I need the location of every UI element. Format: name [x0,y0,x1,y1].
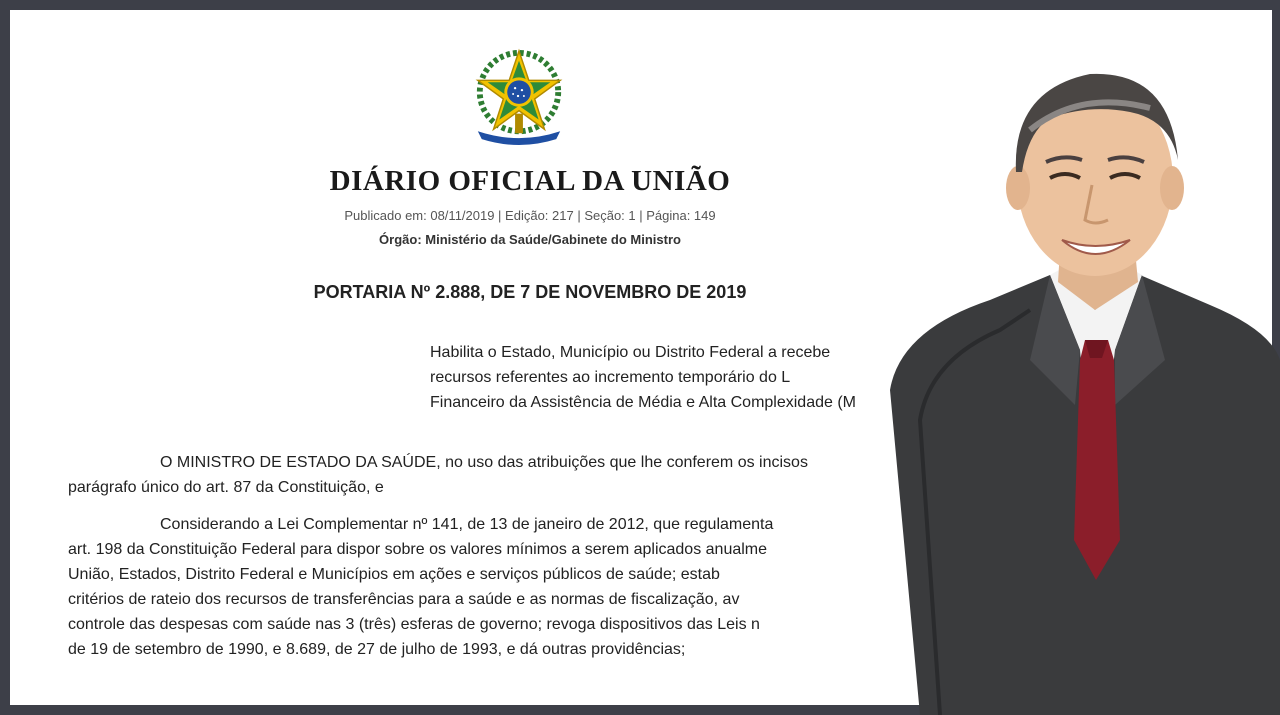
ementa-line: Financeiro da Assistência de Média e Alta Complexidade (M [430,394,856,411]
document-title: DIÁRIO OFICIAL DA UNIÃO [329,165,731,197]
paragraph-line: parágrafo único do art. 87 da Constituição, e [68,479,384,496]
ementa-line: Habilita o Estado, Município ou Distrito Federal a recebe [430,344,831,361]
paragraph-minister [68,450,968,500]
paragraph-line: Considerando a Lei Complementar nº 141, de 13 de janeiro de 2012, que regulamenta [160,516,774,533]
ementa-line: recursos referentes ao incremento temporário do L [430,369,791,386]
paragraph-line: de 19 de setembro de 1990, e 8.689, de 27 de julho de 1993, e dá outras providências; [68,641,686,658]
paragraph-line: art. 198 da Constituição Federal para dispor sobre os valores mínimos a serem aplicados anualme [68,541,768,558]
paragraph-line: O MINISTRO DE ESTADO DA SAÚDE, no uso das atribuições que lhe conferem os incisos [160,454,808,471]
paragraph-line: critérios de rateio dos recursos de transferências para a saúde e as normas de fiscalização, av [68,591,740,608]
person-portrait [880,60,1280,715]
portaria-heading: PORTARIA Nº 2.888, DE 7 DE NOVEMBRO DE 2019 [313,282,747,302]
paragraph-line: União, Estados, Distrito Federal e Municípios em ações e serviços públicos de saúde; estab [68,566,720,583]
publication-meta: Publicado em: 08/11/2019 | Edição: 217 | Seção: 1 | Página: 149 [344,208,716,223]
paragraph-line: controle das despesas com saúde nas 3 (três) esferas de governo; revoga dispositivos das Leis n [68,616,760,633]
paragraph-considerando [68,512,968,662]
brazil-coat-of-arms-icon [470,46,568,146]
organ-line: Órgão: Ministério da Saúde/Gabinete do Ministro [379,232,681,247]
